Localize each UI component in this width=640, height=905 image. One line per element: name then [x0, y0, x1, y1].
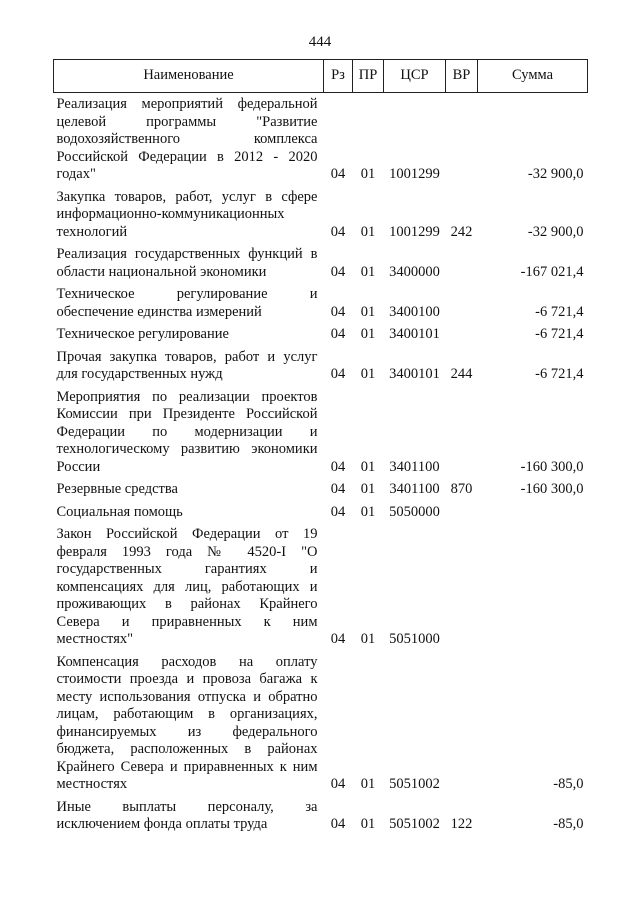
row-name: Реализация государственных функций в области национальной экономики: [56, 246, 318, 280]
header-csr: ЦСР: [384, 60, 446, 93]
row-vr: [446, 93, 478, 184]
header-rz: Рз: [324, 60, 353, 93]
row-csr: 5051000: [389, 631, 440, 647]
row-sum: -167 021,4: [520, 263, 584, 280]
row-name: Иные выплаты персоналу, за исключением фонда оплаты труда: [56, 798, 318, 832]
row-name: Закон Российской Федерации от 19 февраля 1993 года № 4520-I "О государственных гарантиях и компенсациях для лиц, работающих и проживающих в районах Крайнего Севера и приравненных к ним местностях": [56, 526, 318, 647]
row-pr: 01: [360, 263, 376, 280]
row-rz: 04: [330, 481, 346, 497]
row-vr: [446, 649, 478, 794]
row-sum: [478, 521, 588, 649]
row-pr: 01: [360, 503, 376, 520]
row-csr: 5051002: [389, 776, 440, 792]
table-body: [54, 93, 588, 834]
header-vr: ВР: [446, 60, 478, 93]
row-name: Реализация мероприятий федеральной целевой программы "Развитие водохозяйственного комплекса Российской Федерации в 2012 - 2020 годах": [56, 96, 318, 182]
row-rz: 04: [330, 263, 346, 280]
row-vr: 244: [450, 366, 473, 382]
header-name: Наименование: [54, 60, 324, 93]
header-sum: Сумма: [478, 60, 588, 93]
row-vr: [446, 384, 478, 477]
row-rz: 04: [330, 166, 346, 182]
header-row: [54, 60, 588, 93]
row-csr: 3400000: [389, 263, 440, 280]
row-rz: 04: [330, 303, 346, 320]
table-row: [54, 649, 588, 794]
row-pr: 01: [360, 366, 376, 382]
budget-table: [53, 59, 588, 834]
row-name: Техническое регулирование и обеспечение единства измерений: [56, 286, 318, 320]
row-csr: 1001299: [389, 223, 440, 240]
row-vr: [446, 521, 478, 649]
row-csr: 3401100: [389, 481, 440, 497]
page-number: 444: [308, 34, 332, 50]
row-csr: 5051002: [389, 816, 440, 832]
table-row: [54, 93, 588, 184]
row-csr: 1001299: [389, 166, 440, 182]
row-vr: 242: [450, 223, 473, 240]
table-row: [54, 499, 588, 522]
table-header: [54, 60, 588, 93]
row-sum: -6 721,4: [535, 366, 584, 382]
row-sum: -6 721,4: [535, 303, 584, 320]
row-name: Резервные средства: [56, 481, 178, 497]
table-row: [54, 281, 588, 321]
row-rz: 04: [330, 503, 346, 520]
row-csr: 3400101: [389, 366, 440, 382]
row-rz: 04: [330, 816, 346, 832]
row-pr: 01: [360, 458, 376, 475]
row-pr: 01: [360, 481, 376, 497]
table-row: [54, 241, 588, 281]
row-csr: 3401100: [389, 458, 440, 475]
row-name: Компенсация расходов на оплату стоимости проезда и провоза багажа к месту использования отпуска и обратно лицам, работающим в организациях, финансируемых из федерального бюджета, расположенных в районах Крайнего Севера и приравненных к ним местностях: [56, 653, 318, 792]
row-pr: 01: [360, 166, 376, 182]
header-pr: ПР: [353, 60, 384, 93]
row-name: Социальная помощь: [56, 503, 183, 520]
row-sum: -160 300,0: [520, 481, 584, 497]
table-row: [54, 476, 588, 499]
row-vr: [446, 321, 478, 344]
row-pr: 01: [360, 816, 376, 832]
row-rz: 04: [330, 366, 346, 382]
row-pr: 01: [360, 776, 376, 792]
table-row: [54, 794, 588, 834]
row-name: Мероприятия по реализации проектов Комиссии при Президенте Российской Федерации по модернизации и технологическому развитию экономики России: [56, 388, 318, 475]
row-rz: 04: [330, 631, 346, 647]
row-sum: -160 300,0: [520, 458, 584, 475]
row-rz: 04: [330, 326, 346, 342]
row-name: Прочая закупка товаров, работ и услуг для государственных нужд: [56, 348, 318, 382]
row-vr: [446, 281, 478, 321]
table-row: [54, 184, 588, 242]
table-row: [54, 321, 588, 344]
row-vr: [446, 499, 478, 522]
row-sum: -32 900,0: [527, 223, 584, 240]
row-vr: 122: [450, 816, 473, 832]
row-sum: -6 721,4: [535, 326, 584, 342]
row-pr: 01: [360, 631, 376, 647]
row-sum: -85,0: [553, 776, 584, 792]
row-pr: 01: [360, 223, 376, 240]
row-csr: 5050000: [389, 503, 440, 520]
row-sum: -32 900,0: [527, 166, 584, 182]
table-row: [54, 344, 588, 384]
table-row: [54, 521, 588, 649]
row-pr: 01: [360, 326, 376, 342]
row-sum: [478, 499, 588, 522]
row-sum: -85,0: [553, 816, 584, 832]
table-row: [54, 384, 588, 477]
row-name: Техническое регулирование: [56, 326, 229, 342]
row-rz: 04: [330, 776, 346, 792]
row-pr: 01: [360, 303, 376, 320]
row-name: Закупка товаров, работ, услуг в сфере информационно-коммуникационных технологий: [56, 188, 318, 240]
row-rz: 04: [330, 223, 346, 240]
row-vr: 870: [450, 481, 473, 497]
row-csr: 3400100: [389, 303, 440, 320]
row-vr: [446, 241, 478, 281]
row-rz: 04: [330, 458, 346, 475]
row-csr: 3400101: [389, 326, 440, 342]
